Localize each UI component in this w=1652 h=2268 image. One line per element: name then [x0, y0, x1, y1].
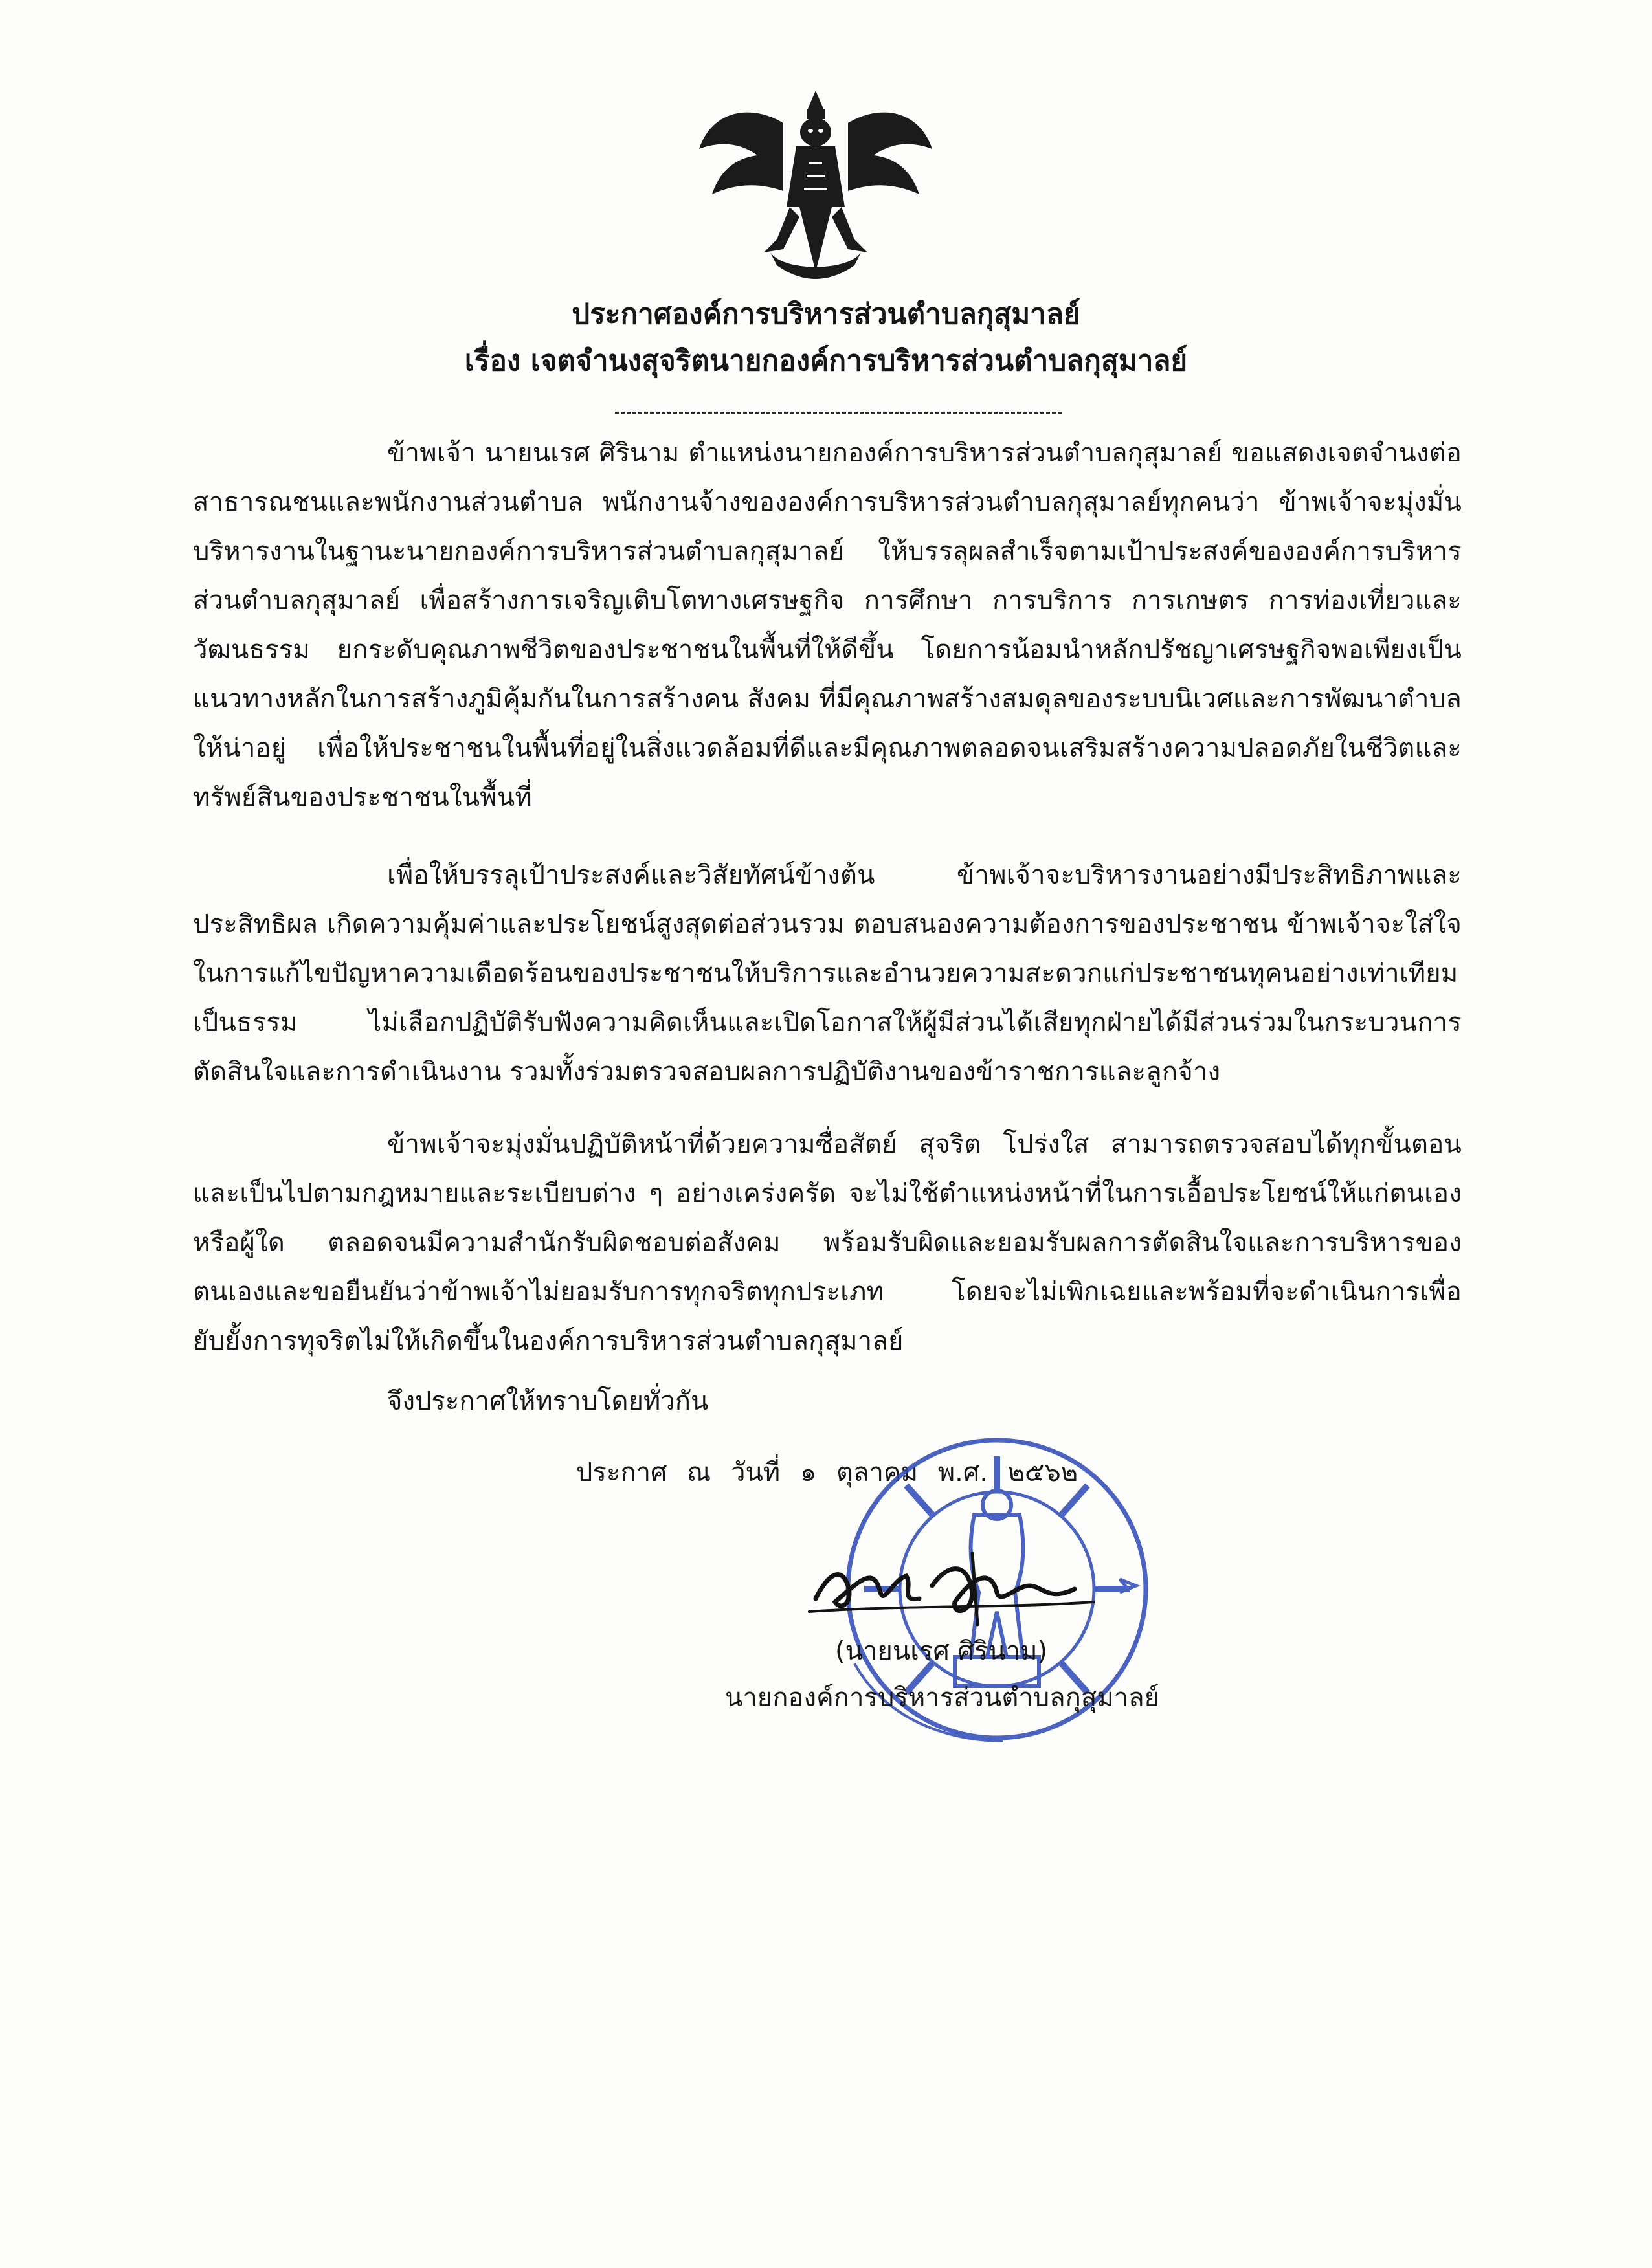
date-day: ๑	[799, 1458, 817, 1487]
date-month: ตุลาคม	[836, 1458, 919, 1487]
body-paragraph-1: ข้าพเจ้า นายนเรศ ศิรินาม ตำแหน่งนายกองค์การบริหารส่วนตำบลกุสุมาลย์ ขอแสดงเจตจำนงต่อสาธารณชนและพนักงานส่วนตำบล พนักงานจ้างขององค์การบริหารส่วนตำบลกุสุมาลย์ทุกคนว่า ข้าพเจ้าจะมุ่งมั่นบริหารงานในฐานะนายกองค์การบริหารส่วนตำบลกุสุมาลย์ ให้บรรลุผลสำเร็จตามเป้าประสงค์ขององค์การบริหารส่วนตำบลกุสุมาลย์ เพื่อสร้างการเจริญเติบโตทางเศรษฐกิจ การศึกษา การบริการ การเกษตร การท่องเที่ยวและวัฒนธรรม ยกระดับคุณภาพชีวิตของประชาชนในพื้นที่ให้ดีขึ้น โดยการน้อมนำหลักปรัชญาเศรษฐกิจพอเพียงเป็นแนวทางหลักในการสร้างภูมิคุ้มกันในการสร้างคน สังคม ที่มีคุณภาพสร้างสมดุลของระบบนิเวศและการพัฒนาตำบลให้น่าอยู่ เพื่อให้ประชาชนในพื้นที่อยู่ในสิ่งแวดล้อมที่ดีและมีคุณภาพตลอดจนเสริมสร้างความปลอดภัยในชีวิตและทรัพย์สินของประชาชนในพื้นที่	[193, 438, 1462, 812]
date-prefix: ประกาศ	[576, 1458, 667, 1487]
date-year-label: พ.ศ.	[937, 1458, 988, 1487]
body-paragraph-2: เพื่อให้บรรลุเป้าประสงค์และวิสัยทัศน์ข้างต้น ข้าพเจ้าจะบริหารงานอย่างมีประสิทธิภาพและประสิทธิผล เกิดความคุ้มค่าและประโยชน์สูงสุดต่อส่วนรวม ตอบสนองความต้องการของประชาชน ข้าพเจ้าจะใส่ใจในการแก้ไขปัญหาความเดือดร้อนของประชาชนให้บริการและอำนวยความสะดวกแก่ประชาชนทุคนอย่างเท่าเทียม เป็นธรรม ไม่เลือกปฏิบัติรับฟังความคิดเห็นและเปิดโอกาสให้ผู้มีส่วนได้เสียทุกฝ่ายได้มีส่วนร่วมในกระบวนการตัดสินใจและการดำเนินงาน รวมทั้งร่วมตรวจสอบผลการปฏิบัติงานของข้าราชการและลูกจ้าง	[193, 860, 1462, 1087]
signer-name: (นายนเรศ ศิรินาม)	[835, 1636, 1048, 1666]
date-at: ณ	[687, 1458, 711, 1487]
handwritten-signature	[803, 1540, 1100, 1631]
announcement-subject: เรื่อง เจตจำนงสุจริตนายกองค์การบริหารส่วนตำบลกุสุมาลย์	[464, 344, 1188, 377]
announcement-title: ประกาศองค์การบริหารส่วนตำบลกุสุมาลย์	[572, 298, 1080, 331]
body-paragraph-3: ข้าพเจ้าจะมุ่งมั่นปฏิบัติหน้าที่ด้วยความซื่อสัตย์ สุจริต โปร่งใส สามารถตรวจสอบได้ทุกขั้นตอนและเป็นไปตามกฎหมายและระเบียบต่าง ๆ อย่างเคร่งครัด จะไม่ใช้ตำแหน่งหน้าที่ในการเอื้อประโยชน์ให้แก่ตนเองหรือผู้ใด ตลอดจนมีความสำนักรับผิดชอบต่อสังคม พร้อมรับผิดและยอมรับผลการตัดสินใจและการบริหารของตนเองและขอยืนยันว่าข้าพเจ้าไม่ยอมรับการทุกจริตทุกประเภท โดยจะไม่เพิกเฉยและพร้อมที่จะดำเนินการเพื่อยับยั้งการทุจริตไม่ให้เกิดขึ้นในองค์การบริหารส่วนตำบลกุสุมาลย์	[193, 1129, 1462, 1356]
date-day-label: วันที่	[730, 1458, 781, 1487]
garuda-emblem-icon	[686, 78, 945, 291]
title-divider	[615, 412, 1062, 414]
signer-position: นายกองค์การบริหารส่วนตำบลกุสุมาลย์	[725, 1683, 1160, 1713]
date-year: ๒๕๖๒	[1007, 1458, 1078, 1487]
closing-statement: จึงประกาศให้ทราบโดยทั่วกัน	[387, 1386, 709, 1416]
